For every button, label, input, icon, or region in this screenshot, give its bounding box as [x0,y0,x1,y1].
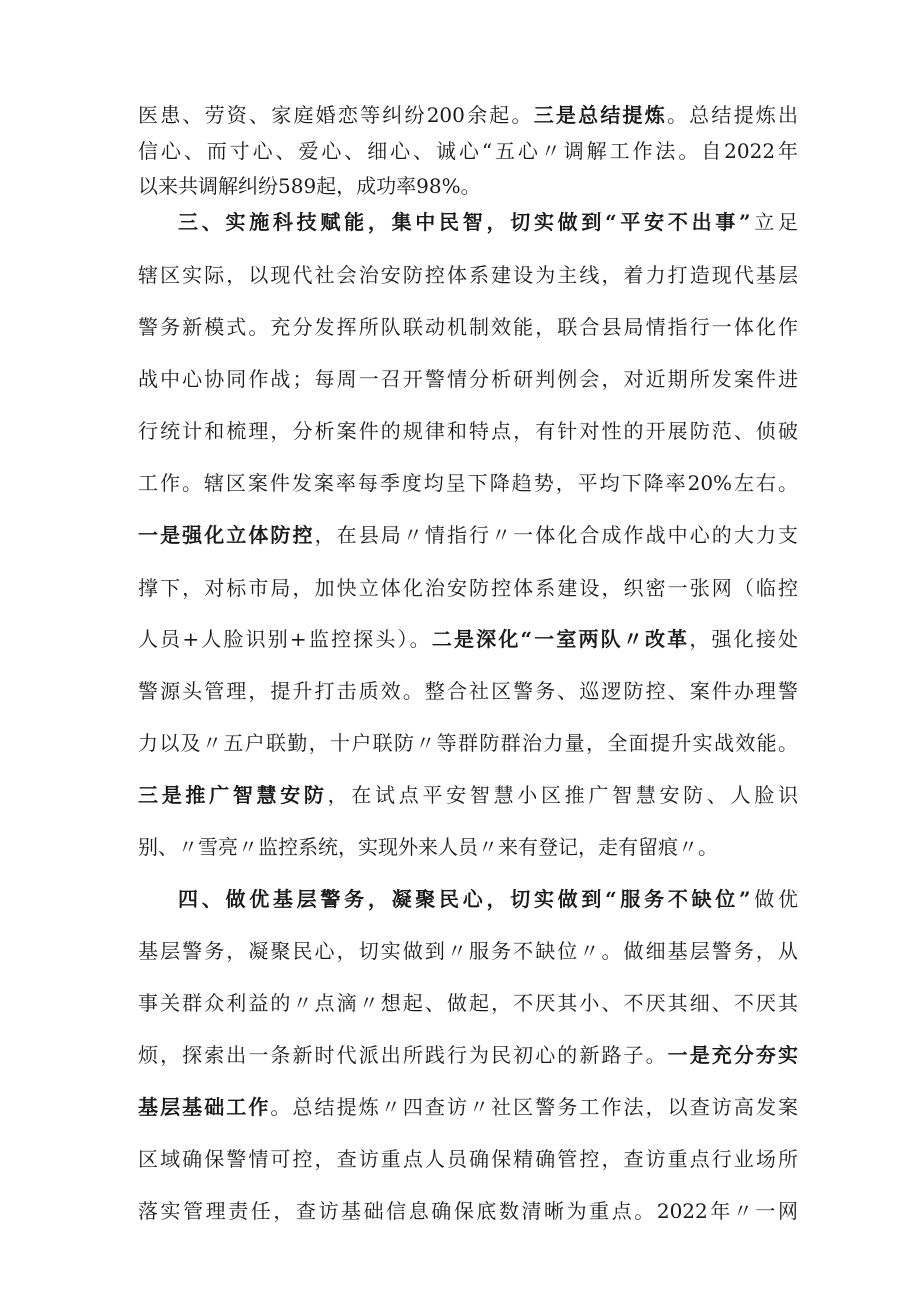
text-segment: 人员+人脸识别+监控探头）。 [138,627,432,651]
text-segment: 基层警务，凝聚民心，切实做到〃服务不缺位〃。做细基层警务，从 [138,939,798,963]
bold-text: 基层基础工作 [138,1095,271,1119]
text-line [138,679,798,703]
text-segment: 战中心协同作战；每周一召开警情分析研判例会，对近期所发案件进 [138,367,798,391]
bold-text: 二是深化“一室两队〃改革 [431,627,690,651]
text-line [138,731,798,755]
text-line [138,139,798,163]
text-segment: 辖区实际，以现代社会治安防控体系建设为主线，着力打造现代基层 [138,263,798,287]
text-line [138,367,798,391]
text-segment: 落实管理责任，查访基础信息确保底数清晰为重点。2022年〃一网 [138,1199,798,1223]
text-line [138,1199,798,1223]
text-line [138,576,798,600]
text-line [138,835,798,859]
text-line [138,174,798,198]
text-line [178,210,798,234]
bold-text: 三是总结提炼 [533,103,667,127]
text-line [138,783,798,807]
text-line [138,315,798,339]
text-segment: 撑下，对标市局，加快立体化治安防控体系建设，织密一张网（临控 [138,576,798,600]
text-segment: 行统计和梳理，分析案件的规律和特点，有针对性的开展防范、侦破 [138,419,798,443]
text-segment: 信心、而寸心、爱心、细心、诚心“五心〃调解工作法。自2022年 [138,139,798,163]
text-segment: 事关群众利益的〃点滴〃想起、做起，不厌其小、不厌其细、不厌其 [138,991,798,1015]
text-line [138,1147,798,1171]
text-segment: 力以及〃五户联勤，十户联防〃等群防群治力量，全面提升实战效能。 [138,731,798,755]
bold-text: 三、实施科技赋能，集中民智，切实做到“平安不出事” [178,210,751,234]
text-segment: ，在试点平安智慧小区推广智慧安防、人脸识 [327,783,799,807]
text-segment: 区域确保警情可控，查访重点人员确保精确管控，查访重点行业场所 [138,1147,798,1171]
text-segment: 医患、劳资、家庭婚恋等纠纷200余起。 [138,103,534,127]
text-segment: 烦，探索出一条新时代派出所践行为民初心的新路子。 [138,1043,668,1067]
text-segment: 以来共调解纠纷589起，成功率98%。 [138,174,481,198]
text-segment: 。总结提炼〃四查访〃社区警务工作法，以查访高发案 [270,1095,799,1119]
text-line [138,103,798,127]
text-line [138,523,798,547]
text-line [178,887,798,911]
text-segment: 警务新模式。充分发挥所队联动机制效能，联合县局情指行一体化作 [138,315,798,339]
text-line [138,627,798,651]
text-line [138,991,798,1015]
text-segment: 警源头管理，提升打击质效。整合社区警务、巡逻防控、案件办理警 [138,679,798,703]
text-segment: 立足 [750,210,799,234]
text-segment: 别、〃雪亮〃监控系统，实现外来人员〃来有登记，走有留痕〃。 [138,835,718,859]
bold-text: 一是强化立体防控 [138,523,315,547]
text-line [138,471,798,495]
text-line [138,419,798,443]
text-line [138,1095,798,1119]
text-line [138,263,798,287]
text-segment: 工作。辖区案件发案率每季度均呈下降趋势，平均下降率20%左右。 [138,471,798,495]
text-line [138,939,798,963]
bold-text: 四、做优基层警务，凝聚民心，切实做到“服务不缺位” [178,887,751,911]
text-segment: 。总结提炼出 [666,103,798,127]
text-line [138,1043,798,1067]
bold-text: 一是充分夯实 [667,1043,799,1067]
bold-text: 三是推广智慧安防 [138,783,328,807]
text-segment: ，强化接处 [689,627,799,651]
text-segment: ，在县局〃情指行〃一体化合成作战中心的大力支 [314,523,799,547]
text-segment: 做优 [750,887,799,911]
